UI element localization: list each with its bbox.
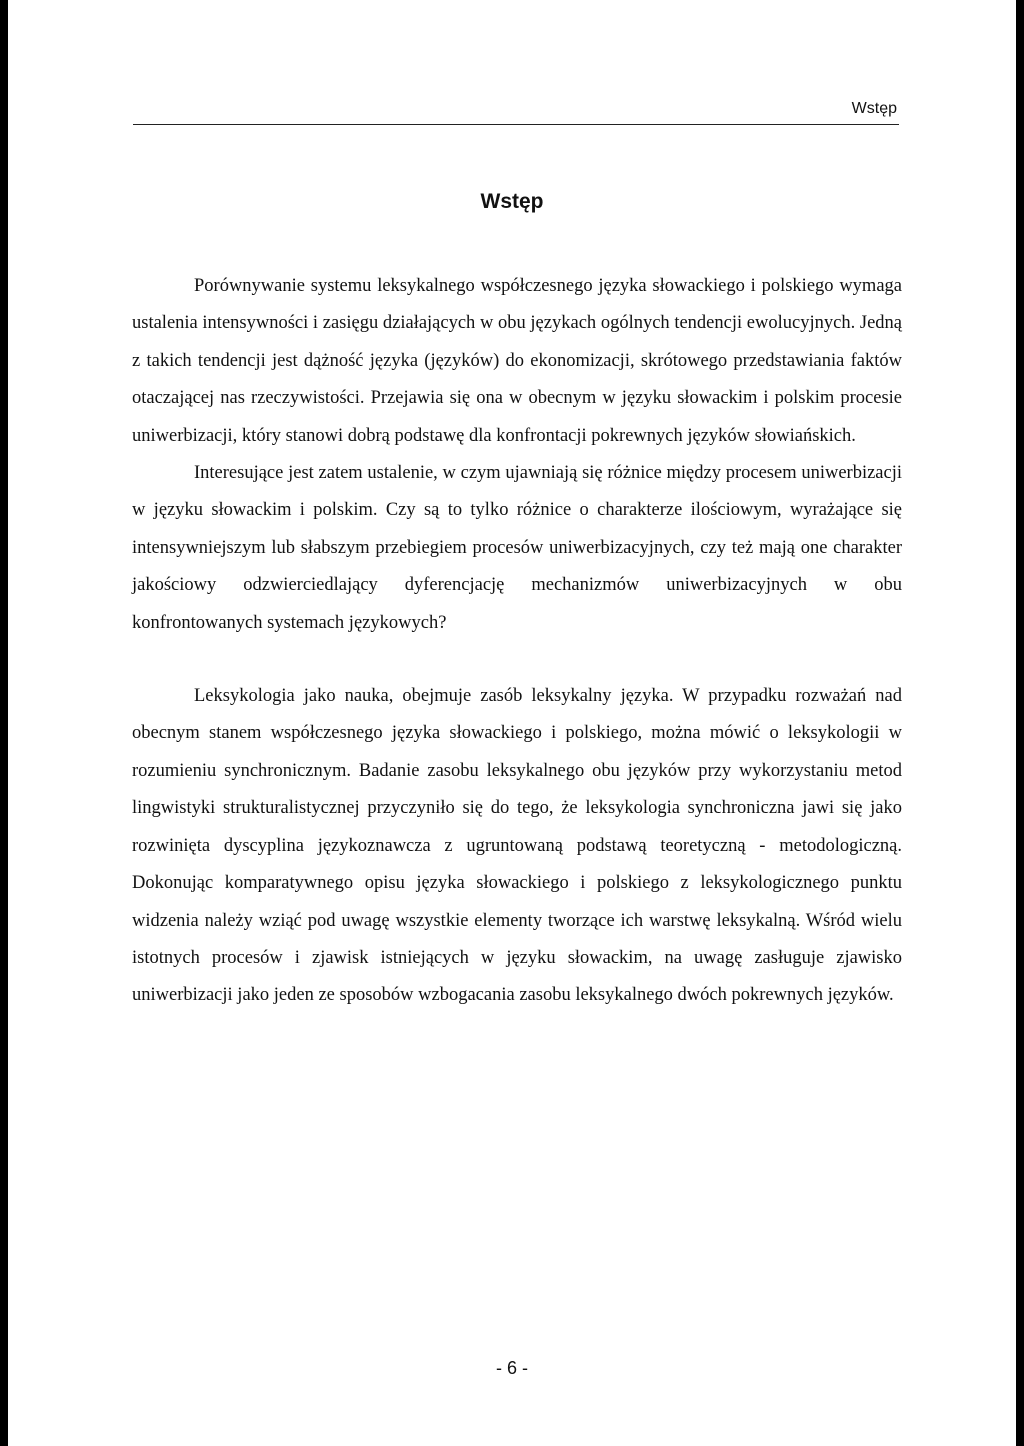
body-text: [132, 268, 902, 1015]
chapter-title: Wstęp: [480, 190, 544, 213]
paragraph: Interesujące jest zatem ustalenie, w czym ujawniają się różnice między procesem uniwerbizacji w języku słowackim i polskim. Czy są to tylko różnice o charakterze ilościowym, wyrażające się intensywniejszym lub słabszym przebiegiem procesów uniwerbizacyjnych, czy też mają one charakter jakościowy odzwierciedlający dyferencjację mechanizmów uniwerbizacyjnych w obu konfrontowanych systemach językowych?: [132, 463, 902, 633]
paragraph: Leksykologia jako nauka, obejmuje zasób leksykalny języka. W przypadku rozważań nad obecnym stanem współczesnego języka słowackiego i polskiego, można mówić o leksykologii w rozumieniu synchronicznym. Badanie zasobu leksykalnego obu języków przy wykorzystaniu metod lingwistyki strukturalistycznej przyczyniło się do tego, że leksykologia synchroniczna jawi się jako rozwinięta dyscyplina językoznawcza z ugruntowaną podstawą teoretyczną - metodologiczną. Dokonując komparatywnego opisu języka słowackiego i polskiego z leksykologicznego punktu widzenia należy wziąć pod uwagę wszystkie elementy tworzące ich warstwę leksykalną. Wśród wielu istotnych procesów i zjawisk istniejących w języku słowackim, na uwagę zasługuje zjawisko uniwerbizacji jako jeden ze sposobów wzbogacania zasobu leksykalnego dwóch pokrewnych języków.: [132, 686, 902, 1006]
running-header-title: Wstęp: [851, 100, 897, 117]
paragraph: Porównywanie systemu leksykalnego współczesnego języka słowackiego i polskiego wymaga ustalenia intensywności i zasięgu działających w obu językach ogólnych tendencji ewolucyjnych. Jedną z takich tendencji jest dążność języka (języków) do ekonomizacji, skrótowego przedstawiania faktów otaczającej nas rzeczywistości. Przejawia się ona w obecnym w języku słowackim i polskim procesie uniwerbizacji, który stanowi dobrą podstawę dla konfrontacji pokrewnych języków słowiańskich.: [132, 276, 902, 446]
page-number: - 6 -: [495, 1358, 528, 1378]
document-page: [8, 0, 1016, 1446]
running-header: [133, 100, 899, 125]
